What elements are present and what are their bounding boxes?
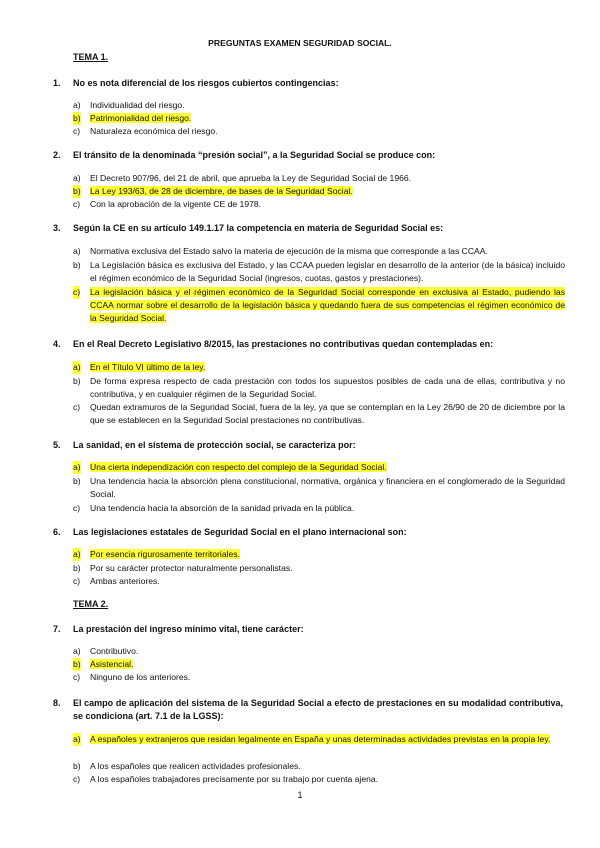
- option-text: Individualidad del riesgo.: [90, 100, 185, 110]
- question-5-option-c: [73, 502, 565, 515]
- option-letter: a): [73, 246, 81, 256]
- question-3-option-a: [73, 245, 565, 258]
- question-6: [53, 526, 563, 539]
- option-letter: b): [73, 186, 81, 196]
- question-number: 8.: [53, 698, 61, 708]
- highlighted-answer: La Ley 193/63, de 28 de diciembre, de bases de la Seguridad Social.: [90, 186, 353, 196]
- highlighted-answer: Patrimonialidad del riesgo.: [90, 113, 192, 123]
- question-5-option-b: [73, 475, 565, 501]
- question-8: [53, 697, 563, 722]
- option-letter: c): [73, 287, 81, 297]
- option-letter: b): [73, 260, 81, 270]
- question-4: [53, 338, 563, 351]
- question-1-option-c: [73, 125, 565, 138]
- question-number: 4.: [53, 339, 61, 349]
- option-letter: b): [73, 563, 81, 573]
- option-letter: b): [73, 476, 81, 486]
- section-heading-tema-1: TEMA 1.: [73, 52, 109, 62]
- option-text: [90, 548, 565, 561]
- option-text: De forma expresa respecto de cada prestación con todos los supuestos posibles de cada una de ellas, contributiva y no contributiva, y en cualquier régimen de la Seguridad Social.: [90, 376, 565, 399]
- question-number: 6.: [53, 527, 61, 537]
- question-text: Las legislaciones estatales de Seguridad Social en el plano internacional son:: [73, 527, 407, 537]
- question-6-option-c: [73, 575, 565, 588]
- option-text: [90, 733, 565, 746]
- question-8-option-a: [73, 733, 565, 746]
- question-text: Según la CE en su artículo 149.1.17 la competencia en materia de Seguridad Social es:: [73, 223, 444, 233]
- question-7: [53, 623, 563, 636]
- option-text: Normativa exclusiva del Estado salvo la materia de ejecución de la misma que corresponde a las CCAA.: [90, 246, 488, 256]
- option-letter: b): [73, 113, 81, 123]
- option-text: [90, 461, 565, 474]
- option-text: Contributivo.: [90, 646, 139, 656]
- option-text: Una tendencia hacia la absorción plena constitucional, normativa, orgánica y financiera en el conglomerado de la Seguridad Social.: [90, 476, 565, 499]
- question-8-option-b: [73, 760, 565, 773]
- question-4-option-a: [73, 361, 565, 374]
- question-1: [53, 77, 563, 90]
- option-text: [90, 361, 565, 374]
- option-text: A los españoles que realicen actividades profesionales.: [90, 761, 301, 771]
- question-number: 1.: [53, 78, 61, 88]
- option-text: [90, 185, 565, 198]
- option-letter: c): [73, 503, 81, 513]
- option-letter: b): [73, 659, 81, 669]
- option-text: Quedan extramuros de la Seguridad Social, fuera de la ley, ya que se contemplan en la Ley 26/90 de 20 de diciembre por la que se establecen en la Seguridad Social prestaciones no contributivas.: [90, 402, 565, 425]
- option-text: [90, 658, 565, 671]
- question-number: 2.: [53, 150, 61, 160]
- question-5-option-a: [73, 461, 565, 474]
- highlighted-answer: A españoles y extranjeros que residan legalmente en España y unas determinadas actividades previstas en la propia ley.: [90, 734, 551, 744]
- page-number: 1: [297, 790, 303, 800]
- question-2-option-b: [73, 185, 565, 198]
- question-text: En el Real Decreto Legislativo 8/2015, las prestaciones no contributivas quedan contempladas en:: [73, 339, 494, 349]
- question-text: No es nota diferencial de los riesgos cubiertos contingencias:: [73, 78, 339, 88]
- option-text: [90, 286, 565, 325]
- question-5: [53, 439, 563, 452]
- question-1-option-a: [73, 99, 565, 112]
- question-6-option-a: [73, 548, 565, 561]
- highlighted-answer: Asistencial.: [90, 659, 134, 669]
- question-3-option-c: [73, 286, 565, 325]
- highlighted-answer: La legislación básica y el régimen económico de la Seguridad Social corresponde en exclusiva al Estado, pudiendo las CCAA normar sobre el desarrollo de la legislación básica y quedando fuera de sus competencias el régimen económico de la Seguridad Social.: [90, 287, 565, 323]
- section-heading-tema-2: TEMA 2.: [73, 599, 109, 609]
- option-text: Una tendencia hacia la absorción de la sanidad privada en la pública.: [90, 503, 355, 513]
- highlighted-answer: Por esencia rigurosamente territoriales.: [90, 549, 240, 559]
- question-2-option-a: [73, 172, 565, 185]
- option-text: Ambas anteriores.: [90, 576, 160, 586]
- option-letter: a): [73, 173, 81, 183]
- option-text: Ninguno de los anteriores.: [90, 672, 191, 682]
- option-letter: a): [73, 549, 81, 559]
- question-number: 5.: [53, 440, 61, 450]
- question-7-option-a: [73, 645, 565, 658]
- highlighted-answer: En el Título VI último de la ley.: [90, 362, 206, 372]
- question-number: 3.: [53, 223, 61, 233]
- question-2: [53, 149, 563, 162]
- question-text: El campo de aplicación del sistema de la Seguridad Social a efecto de prestaciones en su modalidad contributiva, se condiciona (art. 7.1 de la LGSS):: [73, 698, 563, 721]
- question-text: La prestación del ingreso mínimo vital, tiene carácter:: [73, 624, 304, 634]
- question-7-option-c: [73, 671, 565, 684]
- option-letter: a): [73, 100, 81, 110]
- option-letter: c): [73, 126, 81, 136]
- document-title: PREGUNTAS EXAMEN SEGURIDAD SOCIAL.: [208, 38, 392, 48]
- option-text: Por su carácter protector naturalmente personalistas.: [90, 563, 293, 573]
- option-letter: a): [73, 646, 81, 656]
- question-2-option-c: [73, 198, 565, 211]
- question-3-option-b: [73, 259, 565, 285]
- option-text: Naturaleza económica del riesgo.: [90, 126, 218, 136]
- question-3: [53, 222, 563, 235]
- question-text: La sanidad, en el sistema de protección social, se caracteriza por:: [73, 440, 356, 450]
- question-text: El tránsito de la denominada “presión social”, a la Seguridad Social se produce con:: [73, 150, 436, 160]
- option-letter: b): [73, 761, 81, 771]
- option-letter: b): [73, 376, 81, 386]
- option-text: Con la aprobación de la vigente CE de 1978.: [90, 199, 262, 209]
- question-1-option-b: [73, 112, 565, 125]
- question-7-option-b: [73, 658, 565, 671]
- option-letter: c): [73, 402, 81, 412]
- highlighted-answer: Una cierta independización con respecto del complejo de la Seguridad Social.: [90, 462, 387, 472]
- question-4-option-b: [73, 375, 565, 401]
- option-letter: c): [73, 672, 81, 682]
- question-number: 7.: [53, 624, 61, 634]
- option-letter: c): [73, 774, 81, 784]
- option-letter: c): [73, 576, 81, 586]
- question-4-option-c: [73, 401, 565, 427]
- option-letter: c): [73, 199, 81, 209]
- option-letter: a): [73, 734, 81, 744]
- question-8-option-c: [73, 773, 565, 786]
- question-6-option-b: [73, 562, 565, 575]
- option-text: [90, 112, 565, 125]
- option-letter: a): [73, 362, 81, 372]
- option-text: La Legislación básica es exclusiva del Estado, y las CCAA pueden legislar en desarrollo de la anterior (de la básica) incluido el régimen económico de la Seguridad Social (ingresos, cuotas, gastos y prestaciones).: [90, 260, 565, 283]
- option-letter: a): [73, 462, 81, 472]
- option-text: A los españoles trabajadores precisamente por su trabajo por cuenta ajena.: [90, 774, 379, 784]
- option-text: El Decreto 907/96, del 21 de abril, que aprueba la Ley de Seguridad Social de 1966.: [90, 173, 412, 183]
